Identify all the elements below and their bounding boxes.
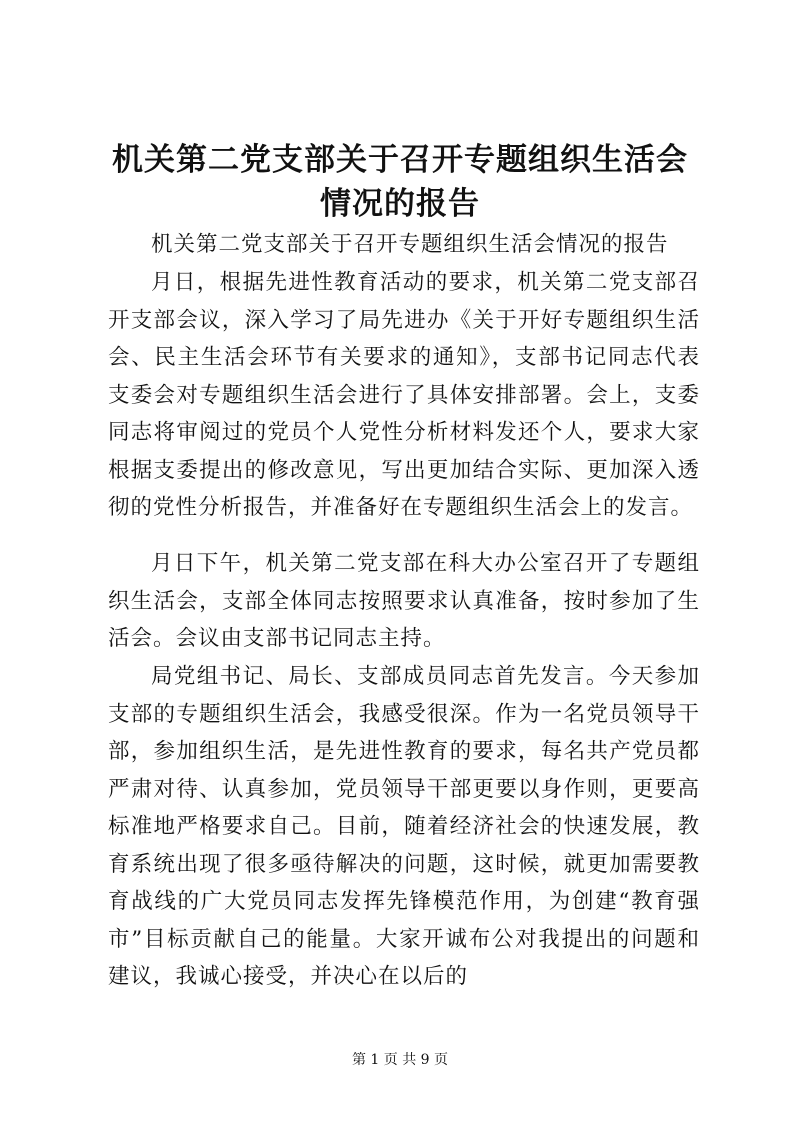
paragraph-speech: 局党组书记、局长、支部成员同志首先发言。今天参加支部的专题组织生活会，我感受很深。作为一名党员领导干部，参加组织生活，是先进性教育的要求，每名共产党员都严肃对待、认真参加，党员领导干部更要以身作则，更要高标准地严格要求自己。目前，随着经济社会的快速发展，教育系统出现了很多亟待解决的问题，这时候，就更加需要教育战线的广大党员同志发挥先锋模范作用，为创建“教育强市”目标贡献自己的能量。大家开诚布公对我提出的问题和建议，我诚心接受，并决心在以后的 [108,664,700,989]
paragraph-meeting-held: 月日下午，机关第二党支部在科大办公室召开了专题组织生活会，支部全体同志按照要求认真准备，按时参加了生活会。会议由支部书记同志主持。 [108,551,700,651]
paragraph-meeting-arrangement: 月日，根据先进性教育活动的要求，机关第二党支部召开支部会议，深入学习了局先进办《关于开好专题组织生活会、民主生活会环节有关要求的通知》，支部书记同志代表支委会对专题组织生活会进行了具体安排部署。会上，支委同志将审阅过的党员个人党性分析材料发还个人，要求大家根据支委提出的修改意见，写出更加结合实际、更加深入透彻的党性分析报告，并准备好在专题组织生活会上的发言。 [108,270,700,520]
document-title: 机关第二党支部关于召开专题组织生活会情况的报告 [112,142,688,222]
paragraph-subtitle: 机关第二党支部关于召开专题组织生活会情况的报告 [151,232,669,257]
page-footer: 第 1 页 共 9 页 [351,1052,449,1068]
